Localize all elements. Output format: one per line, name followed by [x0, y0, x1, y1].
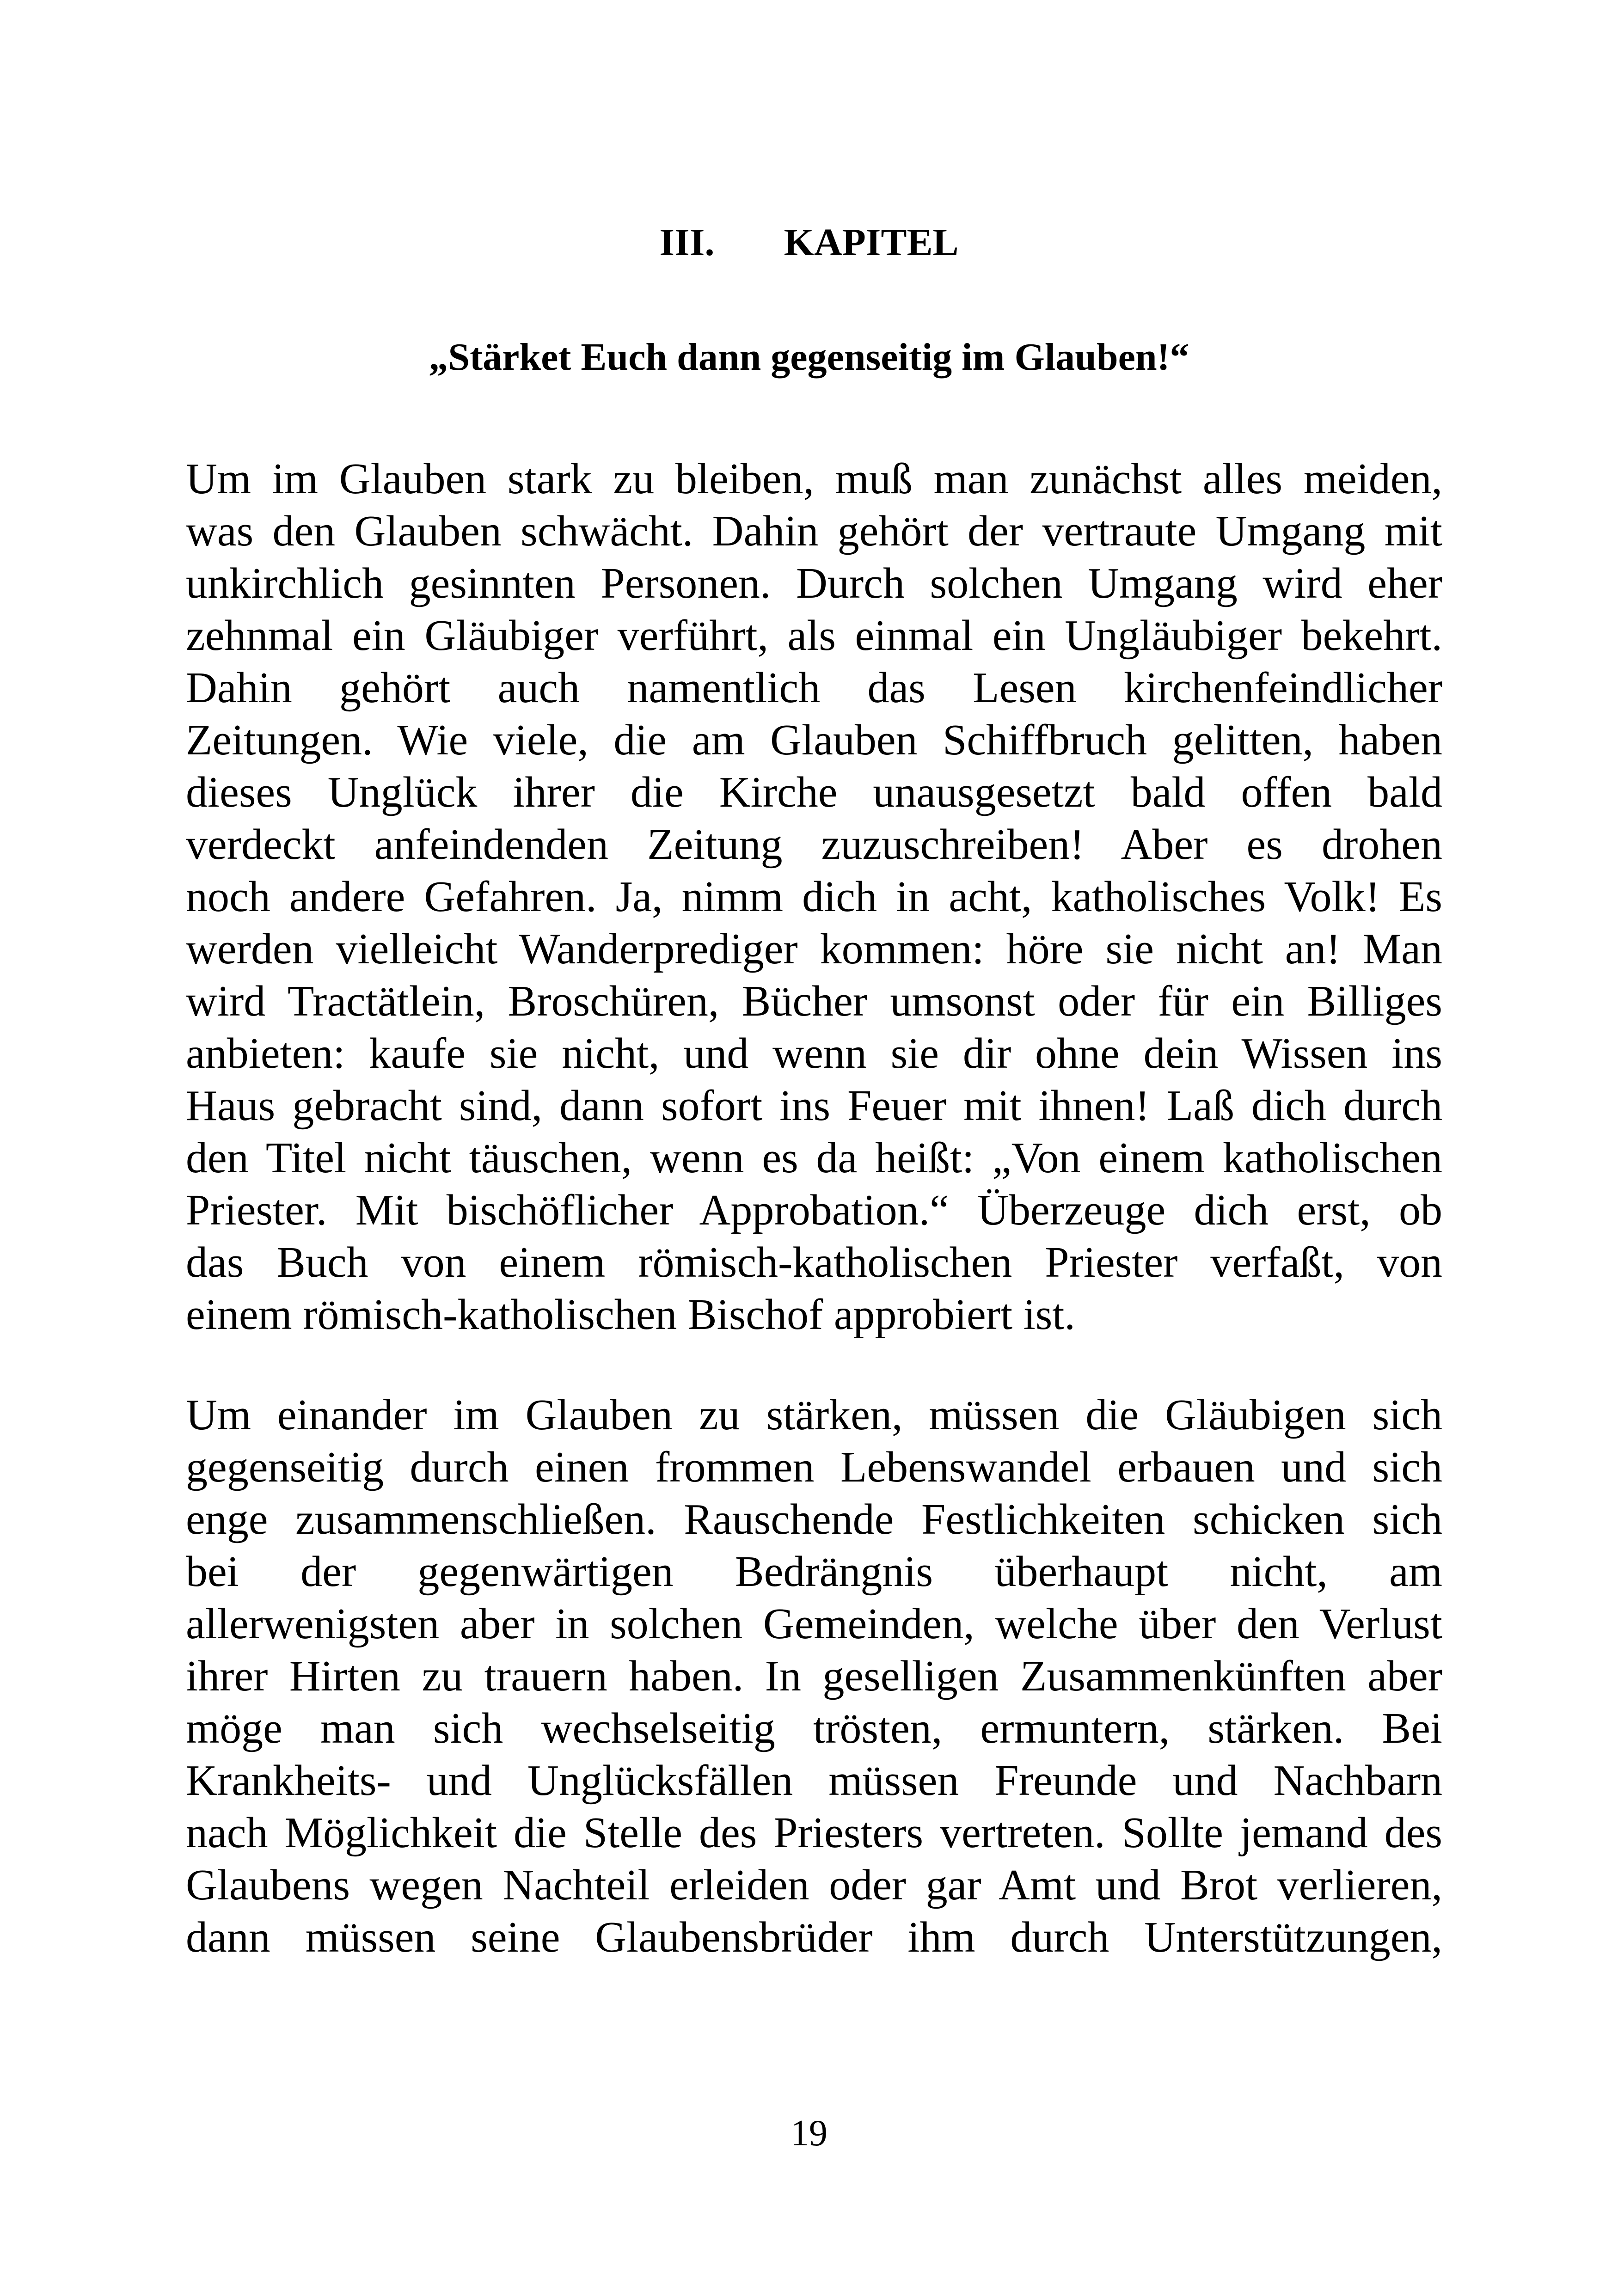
- paragraph-1: [186, 453, 1442, 1341]
- text-line: Um einander im Glauben zu stärken, müssen die Gläubigen sich: [186, 1391, 1442, 1439]
- text-line: Priester. Mit bischöflicher Approbation.“ Überzeuge dich erst, ob: [186, 1186, 1442, 1234]
- text-line: nach Möglichkeit die Stelle des Priesters vertreten. Sollte jemand des: [186, 1809, 1442, 1857]
- text-line: verdeckt anfeindenden Zeitung zuzuschreiben! Aber es drohen: [186, 820, 1442, 869]
- text-line: enge zusammenschließen. Rauschende Festlichkeiten schicken sich: [186, 1495, 1442, 1543]
- text-line: wird Tractätlein, Broschüren, Bücher umsonst oder für ein Billiges: [186, 977, 1442, 1025]
- text-line: Um im Glauben stark zu bleiben, muß man zunächst alles meiden,: [186, 455, 1442, 503]
- text-line: werden vielleicht Wanderprediger kommen: höre sie nicht an! Man: [186, 925, 1442, 973]
- text-line: Krankheits- und Unglücksfällen müssen Freunde und Nachbarn: [186, 1757, 1442, 1805]
- text-line: anbieten: kaufe sie nicht, und wenn sie dir ohne dein Wissen ins: [186, 1029, 1442, 1078]
- text-line: den Titel nicht täuschen, wenn es da heißt: „Von einem katholischen: [186, 1134, 1442, 1182]
- text-line: einem römisch-katholischen Bischof approbiert ist.: [186, 1291, 1075, 1339]
- text-line: zehnmal ein Gläubiger verführt, als einmal ein Ungläubiger bekehrt.: [186, 612, 1442, 660]
- text-line: Zeitungen. Wie viele, die am Glauben Schiffbruch gelitten, haben: [186, 716, 1442, 764]
- text-line: dieses Unglück ihrer die Kirche unausgesetzt bald offen bald: [186, 768, 1442, 816]
- text-line: ihrer Hirten zu trauern haben. In geselligen Zusammenkünften aber: [186, 1652, 1442, 1700]
- paragraph-2: [186, 1389, 1442, 1964]
- text-line: das Buch von einem römisch-katholischen Priester verfaßt, von: [186, 1238, 1442, 1286]
- text-line: möge man sich wechselseitig trösten, ermuntern, stärken. Bei: [186, 1704, 1442, 1752]
- chapter-subtitle: „Stärket Euch dann gegenseitig im Glauben!“: [429, 336, 1189, 379]
- text-line: allerwenigsten aber in solchen Gemeinden, welche über den Verlust: [186, 1600, 1442, 1648]
- chapter-number: III.: [659, 221, 715, 264]
- text-line: dann müssen seine Glaubensbrüder ihm durch Unterstützungen,: [186, 1913, 1442, 1961]
- text-line: Glaubens wegen Nachteil erleiden oder gar Amt und Brot verlieren,: [186, 1861, 1442, 1909]
- chapter-heading: [0, 217, 1618, 268]
- text-line: Dahin gehört auch namentlich das Lesen kirchenfeindlicher: [186, 664, 1442, 712]
- text-line: noch andere Gefahren. Ja, nimm dich in acht, katholisches Volk! Es: [186, 873, 1442, 921]
- text-line: was den Glauben schwächt. Dahin gehört der vertraute Umgang mit: [186, 507, 1442, 555]
- text-line: unkirchlich gesinnten Personen. Durch solchen Umgang wird eher: [186, 559, 1442, 607]
- text-line: Haus gebracht sind, dann sofort ins Feuer mit ihnen! Laß dich durch: [186, 1082, 1442, 1130]
- page-number: 19: [791, 2113, 827, 2154]
- chapter-label: KAPITEL: [784, 221, 959, 264]
- text-line: gegenseitig durch einen frommen Lebenswandel erbauen und sich: [186, 1443, 1442, 1491]
- text-line: bei der gegenwärtigen Bedrängnis überhaupt nicht, am: [186, 1548, 1442, 1596]
